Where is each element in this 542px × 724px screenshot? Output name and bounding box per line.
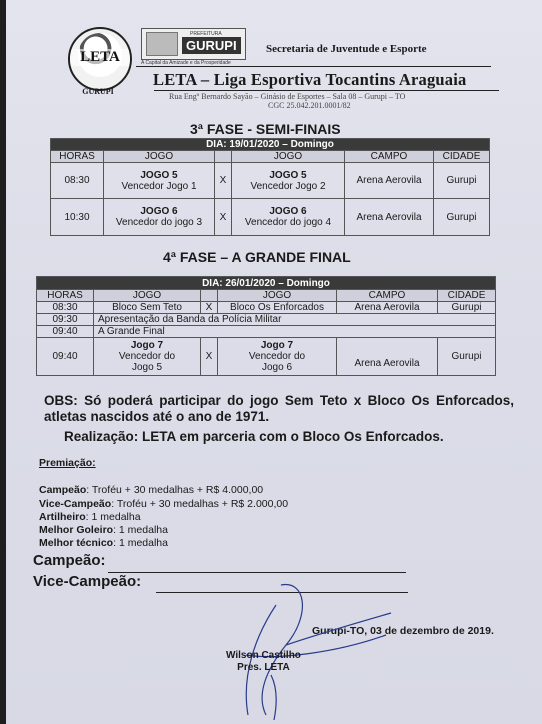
jogo-cell: Jogo 7 Vencedor do Jogo 6 (218, 338, 337, 376)
campo-cell: Arena Aerovila (345, 163, 434, 199)
col-horas: HORAS (51, 151, 104, 163)
hora-cell: 09:30 (37, 314, 94, 326)
col-campo: CAMPO (345, 151, 434, 163)
leta-logo (68, 27, 132, 91)
league-title: LETA – Liga Esportiva Tocantins Araguaia (153, 70, 467, 89)
prefeitura-name: GURUPI (182, 37, 241, 54)
col-jogo: JOGO (94, 290, 201, 302)
semi-day: DIA: 19/01/2020 – Domingo (51, 139, 490, 151)
col-horas: HORAS (37, 290, 94, 302)
document-date: Gurupi-TO, 03 de dezembro de 2019. (312, 625, 494, 637)
signer-name: Wilson Castilho (226, 650, 301, 661)
final-day: DIA: 26/01/2020 – Domingo (37, 277, 496, 290)
cidade-cell: Gurupi (434, 163, 490, 199)
versus-cell: X (201, 302, 218, 314)
jogo-cell: Bloco Os Enforcados (218, 302, 337, 314)
signer-block (226, 650, 301, 674)
versus-cell: X (201, 338, 218, 376)
premio-item: Campeão: Troféu + 30 medalhas + R$ 4.000,00 (39, 484, 264, 496)
jogo-cell: JOGO 5 Vencedor Jogo 1 (104, 163, 215, 199)
table-row (51, 163, 490, 199)
city-seal-icon (146, 32, 178, 56)
jogo-cell: JOGO 6 Vencedor do jogo 4 (232, 199, 345, 236)
cgc-number: CGC 25.042.201.0001/82 (268, 101, 351, 110)
table-row (37, 314, 496, 326)
campeao-line (108, 572, 406, 573)
prefeitura-logo (141, 28, 246, 60)
campo-cell: Arena Aerovila (337, 338, 438, 376)
col-campo: CAMPO (337, 290, 438, 302)
vice-label: Vice-Campeão: (33, 573, 142, 590)
col-cidade: CIDADE (434, 151, 490, 163)
signer-role: Pres. LETA (237, 662, 290, 673)
table-row (37, 302, 496, 314)
hora-cell: 08:30 (51, 163, 104, 199)
table-row (51, 199, 490, 236)
campo-cell: Arena Aerovila (337, 302, 438, 314)
versus-cell: X (215, 163, 232, 199)
jogo-cell: Jogo 7 Vencedor do Jogo 5 (94, 338, 201, 376)
hora-cell: 09:40 (37, 326, 94, 338)
hora-cell: 08:30 (37, 302, 94, 314)
jogo-cell: JOGO 6 Vencedor do jogo 3 (104, 199, 215, 236)
final-heading: 4ª FASE – A GRANDE FINAL (163, 249, 351, 265)
realizacao-note: Realização: LETA em parceria com o Bloco Os Enforcados. (64, 429, 444, 444)
campeao-label: Campeão: (33, 552, 106, 569)
address: Rua Engº Bernardo Sayão – Ginásio de Esportes – Sala 08 – Gurupi – TO (169, 92, 406, 101)
table-row (37, 326, 496, 338)
table-row (37, 338, 496, 376)
premio-item: Melhor técnico: 1 medalha (39, 537, 168, 549)
logo-text: LETA (70, 49, 130, 66)
prefeitura-tagline: A Capital da Amizade e da Prosperidade (141, 60, 231, 66)
document-page (6, 0, 542, 724)
event-cell: A Grande Final (94, 326, 496, 338)
prefeitura-label: PREFEITURA (190, 31, 222, 37)
premio-item: Vice-Campeão: Troféu + 30 medalhas + R$ 2.000,00 (39, 498, 289, 510)
premio-item: Melhor Goleiro: 1 medalha (39, 524, 168, 536)
obs-note: OBS: Só poderá participar do jogo Sem Teto x Bloco Os Enforcados, atletas nascidos até o ano de 1971. (44, 393, 514, 424)
semi-heading: 3ª FASE - SEMI-FINAIS (190, 121, 341, 137)
semi-table (50, 138, 490, 236)
hora-cell: 10:30 (51, 199, 104, 236)
jogo-cell: Bloco Sem Teto (94, 302, 201, 314)
cidade-cell: Gurupi (434, 199, 490, 236)
header-rule (136, 66, 491, 67)
col-jogo: JOGO (218, 290, 337, 302)
premiacao-title: Premiação: (39, 457, 96, 469)
versus-cell: X (215, 199, 232, 236)
hora-cell: 09:40 (37, 338, 94, 376)
jogo-cell: JOGO 5 Vencedor Jogo 2 (232, 163, 345, 199)
col-jogo: JOGO (232, 151, 345, 163)
cidade-cell: Gurupi (438, 338, 496, 376)
event-cell: Apresentação da Banda da Polícia Militar (94, 314, 496, 326)
col-cidade: CIDADE (438, 290, 496, 302)
col-jogo: JOGO (104, 151, 215, 163)
cidade-cell: Gurupi (438, 302, 496, 314)
logo-caption: GURUPI (82, 87, 114, 96)
premio-item: Artilheiro: 1 medalha (39, 511, 141, 523)
header-rule (154, 90, 499, 91)
campo-cell: Arena Aerovila (345, 199, 434, 236)
secretaria-label: Secretaria de Juventude e Esporte (266, 43, 427, 55)
final-table (36, 276, 496, 376)
